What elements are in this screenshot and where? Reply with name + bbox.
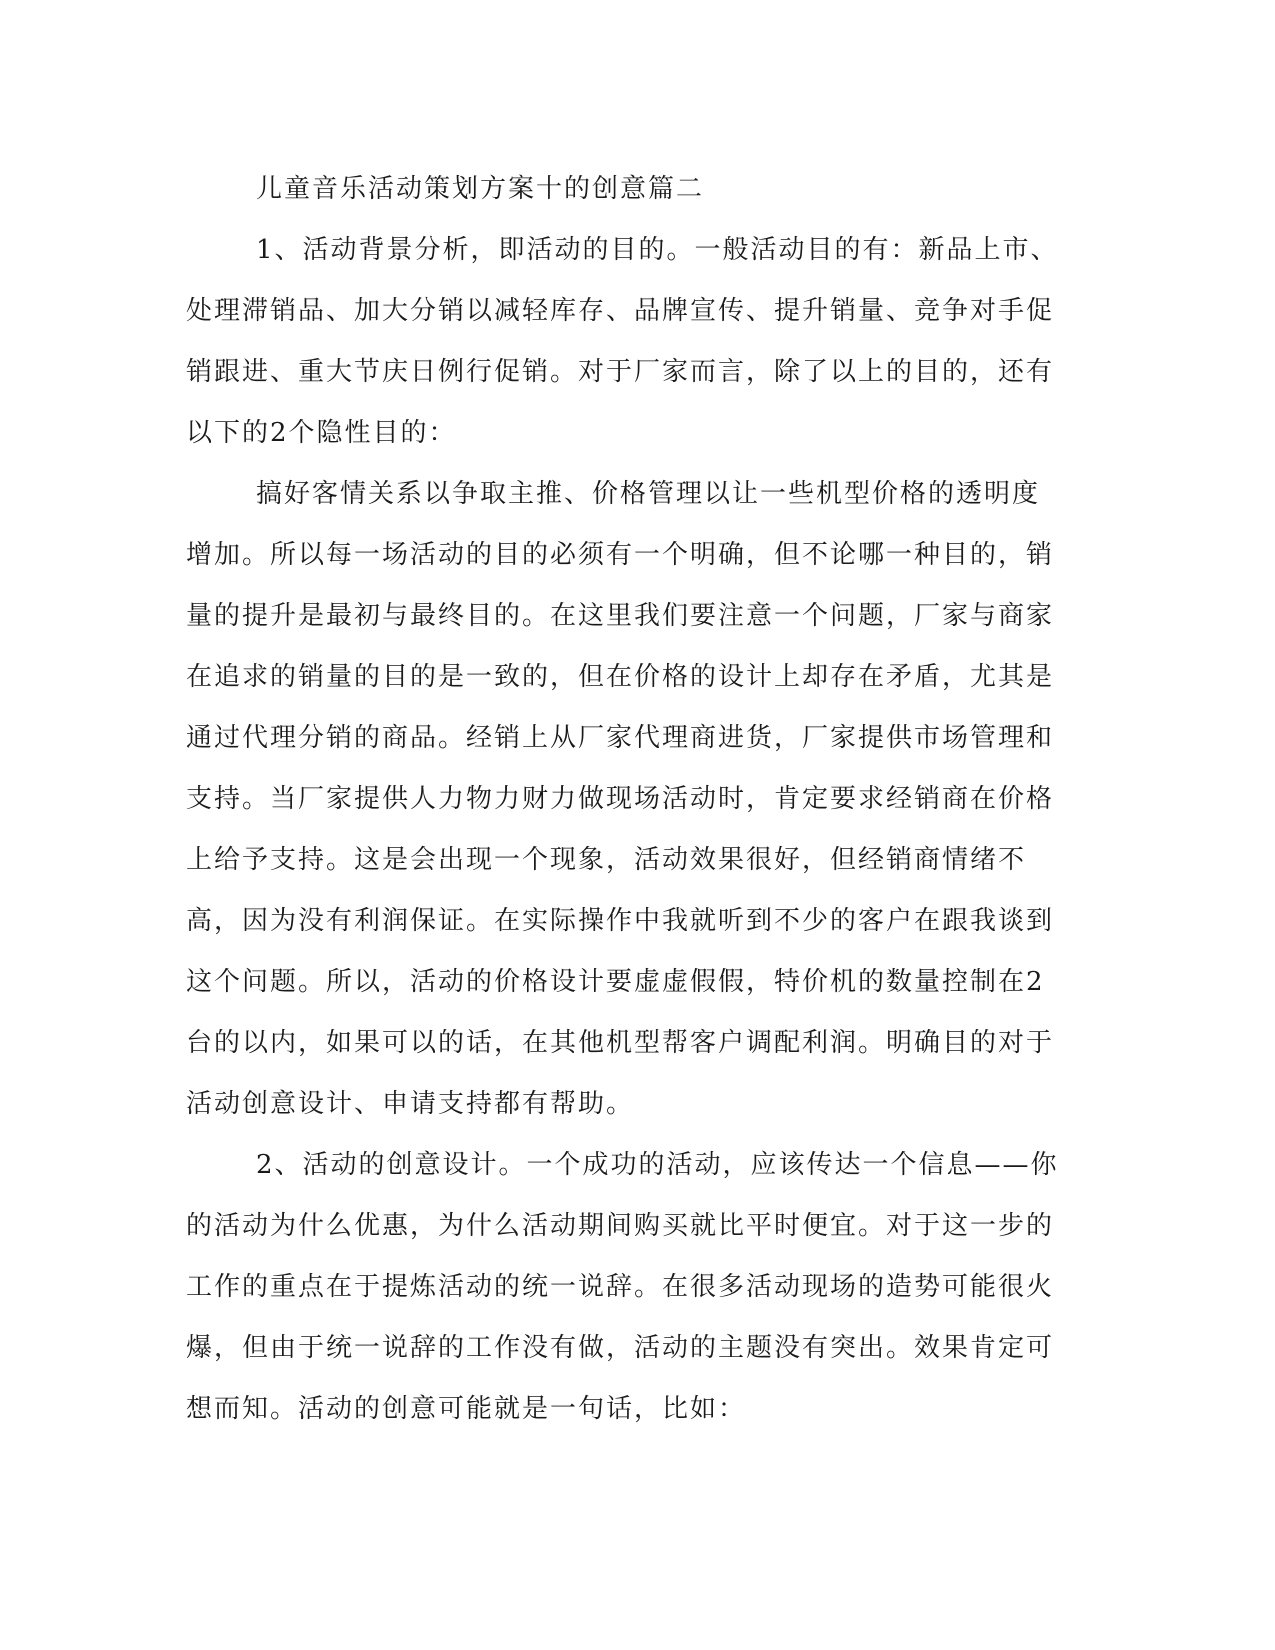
paragraph-background-analysis: 1、活动背景分析，即活动的目的。一般活动目的有：新品上市、处理滞销品、加大分销以减轻库存、品牌宣传、提升销量、竞争对手促销跟进、重大节庆日例行促销。对于厂家而言，除了以上的目的，还有以下的2个隐性目的： — [186, 235, 1059, 448]
document-body — [186, 158, 1066, 1440]
document-title: 儿童音乐活动策划方案十的创意篇二 — [256, 174, 705, 204]
paragraph-creative-design: 2、活动的创意设计。一个成功的活动，应该传达一个信息——你的活动为什么优惠，为什么活动期间购买就比平时便宜。对于这一步的工作的重点在于提炼活动的统一说辞。在很多活动现场的造势可能很火爆，但由于统一说辞的工作没有做，活动的主题没有突出。效果肯定可想而知。活动的创意可能就是一句话，比如： — [186, 1150, 1059, 1424]
paragraph-hidden-goals: 搞好客情关系以争取主推、价格管理以让一些机型价格的透明度增加。所以每一场活动的目的必须有一个明确，但不论哪一种目的，销量的提升是最初与最终目的。在这里我们要注意一个问题，厂家与商家在追求的销量的目的是一致的，但在价格的设计上却存在矛盾，尤其是通过代理分销的商品。经销上从厂家代理商进货，厂家提供市场管理和支持。当厂家提供人力物力财力做现场活动时，肯定要求经销商在价格上给予支持。这是会出现一个现象，活动效果很好，但经销商情绪不高，因为没有利润保证。在实际操作中我就听到不少的客户在跟我谈到这个问题。所以，活动的价格设计要虚虚假假，特价机的数量控制在2台的以内，如果可以的话，在其他机型帮客户调配利润。明确目的对于活动创意设计、申请支持都有帮助。 — [186, 479, 1055, 1119]
